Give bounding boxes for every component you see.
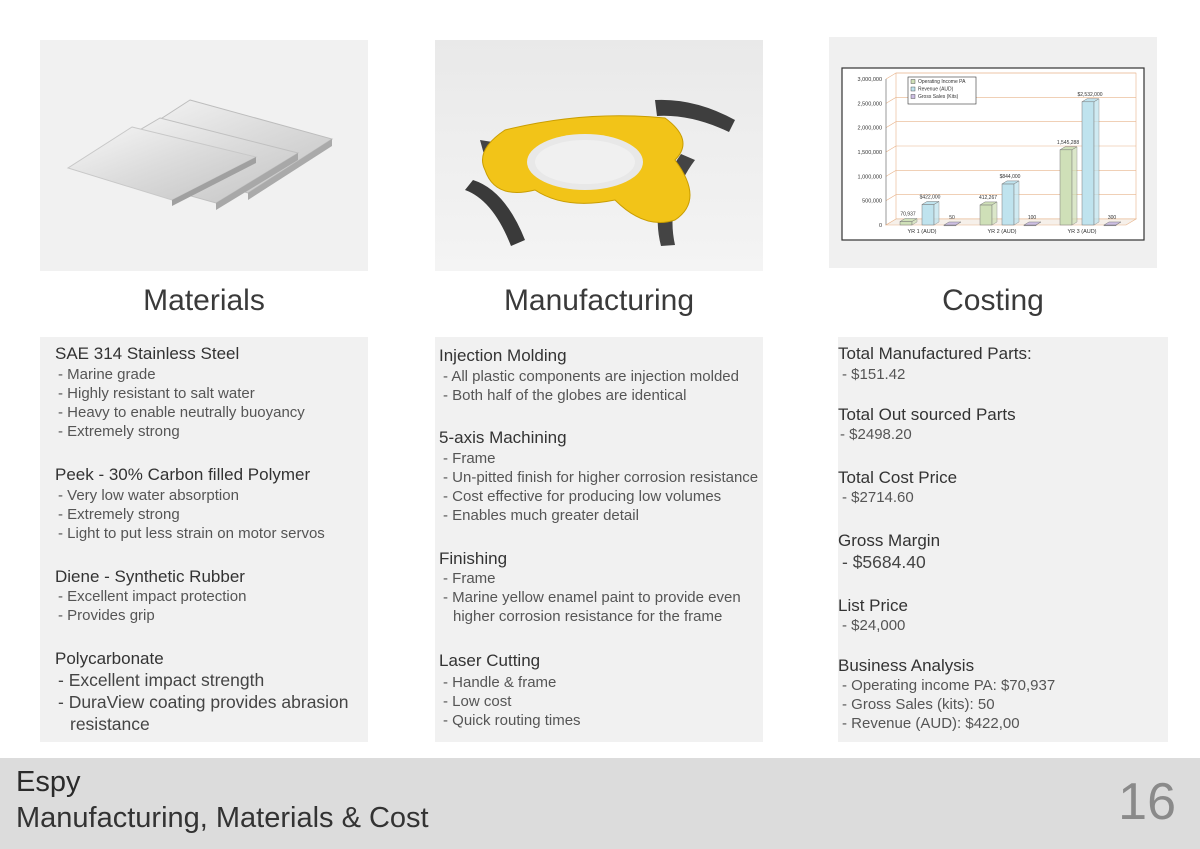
costing-panel [838, 337, 1168, 742]
manufacturing-item: - Handle & frame [443, 674, 557, 691]
yellow-frame-render-image [435, 40, 763, 271]
project-name: Espy [16, 766, 81, 798]
legend-label: Operating Income PA [918, 79, 966, 85]
legend-label: Revenue (AUD) [918, 86, 954, 93]
y-tick-label: 1,500,000 [857, 150, 882, 156]
x-tick-label: YR 2 (AUD) [987, 229, 1017, 235]
bar [1002, 184, 1014, 225]
bar-side [1014, 181, 1019, 225]
materials-panel [40, 337, 368, 742]
x-tick-label: YR 1 (AUD) [907, 229, 937, 235]
cost-value: - Gross Sales (kits): 50 [842, 696, 995, 713]
bar [922, 204, 934, 225]
bar [980, 205, 992, 225]
cost-value: - Operating income PA: $70,937 [842, 677, 1056, 694]
manufacturing-item: - Cost effective for producing low volumes [443, 488, 722, 505]
material-item: - DuraView coating provides abrasion [58, 692, 349, 712]
data-label: 100 [1027, 214, 1037, 221]
bar-side [1072, 147, 1077, 225]
cost-heading: Business Analysis [838, 656, 975, 675]
manufacturing-heading: Laser Cutting [439, 651, 541, 670]
y-tick-label: 500,000 [862, 198, 882, 205]
material-heading: Polycarbonate [55, 649, 164, 668]
materials-title: Materials [143, 284, 265, 317]
manufacturing-item: - Low cost [443, 693, 512, 710]
cost-value: - Revenue (AUD): $422,00 [842, 715, 1020, 732]
y-tick-label: 0 [878, 223, 882, 229]
data-label: 1,545,288 [1056, 139, 1080, 146]
manufacturing-item: higher corrosion resistance for the frame [453, 608, 723, 625]
x-tick-label: YR 3 (AUD) [1067, 229, 1097, 235]
data-label: $844,000 [999, 173, 1021, 180]
material-item: - Extremely strong [58, 506, 180, 523]
footer-bar [0, 758, 1200, 849]
y-tick-label: 2,500,000 [857, 101, 882, 108]
data-label: $422,000 [919, 194, 941, 201]
material-heading: Diene - Synthetic Rubber [55, 567, 245, 586]
manufacturing-item: - Both half of the globes are identical [443, 387, 687, 404]
cost-heading: Total Out sourced Parts [838, 405, 1016, 424]
data-label: $2,532,000 [1077, 91, 1103, 98]
cost-heading: Total Manufactured Parts: [838, 344, 1032, 363]
material-item: - Provides grip [58, 607, 155, 624]
bar [900, 222, 912, 225]
bar [1060, 150, 1072, 225]
manufacturing-item: - All plastic components are injection molded [443, 368, 739, 385]
bar-side [1094, 99, 1099, 225]
manufacturing-item: - Quick routing times [443, 712, 581, 729]
material-item: - Extremely strong [58, 423, 180, 440]
data-label: 50 [949, 214, 955, 221]
data-label: 412,267 [978, 194, 998, 201]
legend-swatch [911, 80, 915, 84]
manufacturing-heading: Finishing [439, 549, 508, 568]
material-item: - Heavy to enable neutrally buoyancy [58, 404, 305, 421]
bar [1082, 102, 1094, 225]
cost-heading: Gross Margin [838, 531, 941, 550]
cost-heading: List Price [838, 596, 908, 615]
material-item: - Marine grade [58, 366, 156, 383]
material-item: resistance [70, 714, 150, 734]
page-subtitle: Manufacturing, Materials & Cost [16, 802, 429, 834]
cost-value: - $2714.60 [842, 489, 914, 506]
material-heading: Peek - 30% Carbon filled Polymer [55, 465, 311, 484]
material-item: - Very low water absorption [58, 487, 239, 504]
cost-value: - $2498.20 [840, 426, 912, 443]
manufacturing-item: - Frame [443, 570, 496, 587]
legend-swatch [911, 87, 915, 91]
bar-side [934, 201, 939, 225]
legend-label: Gross Sales (Kits) [918, 94, 959, 100]
cost-value: - $24,000 [842, 617, 906, 634]
y-tick-label: 1,000,000 [857, 174, 882, 181]
cost-value: - $151.42 [842, 366, 906, 383]
manufacturing-panel [435, 337, 763, 742]
cost-value: - $5684.40 [842, 552, 926, 572]
y-tick-label: 3,000,000 [857, 77, 882, 83]
financial-bar-chart [829, 37, 1157, 268]
costing-title: Costing [942, 284, 1044, 317]
manufacturing-heading: 5-axis Machining [439, 428, 567, 447]
material-item: - Highly resistant to salt water [58, 385, 255, 402]
data-label: 300 [1107, 214, 1117, 221]
cost-heading: Total Cost Price [838, 468, 958, 487]
bar-side [992, 202, 997, 225]
legend-swatch [911, 95, 915, 99]
data-label: 70,937 [900, 211, 916, 218]
material-heading: SAE 314 Stainless Steel [55, 344, 240, 363]
page-number: 16 [1118, 773, 1176, 831]
stainless-steel-sheets-image [40, 40, 368, 271]
manufacturing-item: - Marine yellow enamel paint to provide even [443, 589, 741, 606]
material-item: - Excellent impact protection [58, 588, 247, 605]
manufacturing-item: - Frame [443, 450, 496, 467]
manufacturing-heading: Injection Molding [439, 346, 567, 365]
manufacturing-title: Manufacturing [503, 284, 695, 317]
material-item: - Light to put less strain on motor servos [58, 525, 325, 542]
y-tick-label: 2,000,000 [857, 125, 882, 132]
manufacturing-item: - Enables much greater detail [443, 507, 639, 524]
manufacturing-item: - Un-pitted finish for higher corrosion resistance [443, 469, 759, 486]
material-item: - Excellent impact strength [58, 670, 265, 690]
